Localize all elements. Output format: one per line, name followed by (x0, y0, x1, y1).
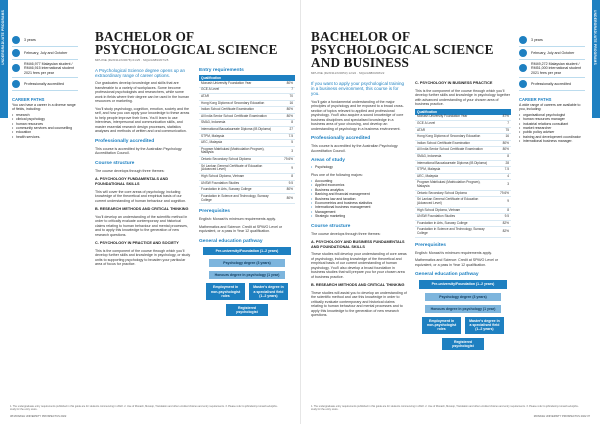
table-row (415, 160, 511, 167)
table-row (199, 157, 295, 164)
theme-heading: C. PSYCHOLOGY IN BUSINESS PRACTICE (415, 81, 493, 85)
table-row (199, 140, 295, 147)
info-fees-text: RM46,977 Malaysian student / RM46,915 international student 2021 fees per year (24, 62, 74, 75)
section-heading: Prerequisites (199, 209, 230, 215)
footnotes: 1. The undergraduate entry requirements published in this guide are for students commencing in 2022. 2. Use of Monash, Mossop, Translation and other enrolled choices and entry requirements. 3. Please refer to jobindustry.monash.edu/jobs-study for the entry score. (10, 404, 278, 411)
score-cell: 7.5 (279, 133, 295, 140)
qualification-cell: SMA3, Indonesia (415, 154, 495, 161)
list-item: • human resources manager (519, 117, 585, 121)
theme-text: These studies will assist you to develop an understanding of the scientific method and use this knowledge in order to critically evaluate contemporary and historical claims relating to human behaviour and mental processes and to apply this knowledge to the generation of new research questions. (311, 290, 407, 318)
list-item: • health services. (12, 135, 78, 139)
info-duration (519, 34, 585, 47)
pathway-step: Pre-university/Foundation (1–2 years) (419, 280, 507, 288)
score-cell: 80% (495, 147, 511, 154)
qualification-cell: Monash University Foundation Year (199, 81, 279, 87)
qualification-cell: Foundation in Science and Technology, Sunway College (415, 227, 495, 237)
score-cell: 80% (279, 187, 295, 194)
side-tab (592, 0, 600, 118)
entry-requirements-table (415, 109, 511, 238)
score-cell: 5 (279, 140, 295, 147)
main-content (95, 30, 295, 316)
score-cell: 8 (279, 174, 295, 181)
page-title: BACHELOR OF PSYCHOLOGICAL SCIENCE AND BUSINESS (311, 29, 494, 70)
list-item: • International business management (311, 205, 407, 209)
table-header: Qualification (199, 75, 279, 81)
info-intake (12, 47, 78, 60)
qualification-cell: Indian School Certificate Examination (199, 107, 279, 114)
info-intake-text: February, July and October (24, 50, 68, 55)
theme-text: This will cover the core areas of psychology, including knowledge of the theoretical and empirical basis of our current understanding of human behaviour and cognition. (95, 189, 187, 203)
areas-list (311, 165, 407, 169)
page-title: BACHELOR OF PSYCHOLOGICAL SCIENCE (95, 29, 278, 57)
list-item: • Strategic marketing (311, 214, 407, 218)
main-content (311, 30, 511, 350)
table-row (199, 120, 295, 127)
body-paragraph: You'll gain a fundamental understanding of the major principles of psychology and be exposed to a broad cross-section of topics relevant to applied and professional psychology. You'll also acquire a sound knowledge of core business disciplines and specialised knowledge in a business area of your choosing, and develop an understanding of psychology in a business environment. (311, 99, 404, 131)
list-item: • Business analytics (311, 188, 407, 192)
list-item: • education (12, 130, 78, 134)
table-row (199, 174, 295, 181)
score-cell: 82% (495, 227, 511, 237)
table-row (199, 113, 295, 120)
pathway-step: Master's degree in a specialised field (1–2 years) (465, 317, 504, 334)
table-row (199, 133, 295, 140)
list-item: • Psychology (311, 165, 407, 169)
text-column (95, 68, 191, 316)
info-accreditation-text: Professionally accredited (24, 81, 64, 86)
table-row (415, 121, 511, 128)
table-row (199, 163, 295, 173)
entry-column (199, 68, 295, 316)
info-fees (519, 60, 585, 78)
qualification-cell: UEC, Malaysia (415, 173, 495, 180)
score-cell: 27 (279, 127, 295, 134)
body-paragraph: Our graduates develop knowledge and skills that are transferable to a variety of workplaces. Some become professional psychologists and researchers, while some work in fields where their degree can be used in the human resources or marketing. (95, 81, 190, 104)
table-row (415, 147, 511, 154)
clock-icon (12, 36, 20, 44)
qualification-cell: Ontario Secondary School Diploma (415, 190, 495, 197)
score-cell: 80% (279, 113, 295, 120)
side-tab-label: UNDERGRADUATE PROGRAMS (593, 10, 597, 65)
list-item: • Banking and financial management (311, 192, 407, 196)
table-row (199, 193, 295, 203)
list-item: • research (12, 113, 78, 117)
pathway-step: Registered psychologist (442, 338, 484, 350)
careers-list (12, 113, 78, 139)
section-heading: Professionally accredited (95, 138, 155, 144)
list-item: • Econometrics and business statistics (311, 201, 407, 205)
qualification-cell: ATAR (199, 94, 279, 101)
table-row (415, 197, 511, 207)
score-cell: 4 (495, 173, 511, 180)
side-tab (0, 0, 8, 118)
qualification-cell: Indian School Certificate Examination (415, 140, 495, 147)
list-item: • clinical psychology (12, 117, 78, 121)
body-paragraph: This course is accredited by the Australian Psychology Accreditation Council. (95, 146, 182, 156)
qualification-cell: UNSW Foundation Studies (415, 214, 495, 221)
section-heading: Prerequisites (415, 242, 446, 248)
footnotes: 1. The undergraduate entry requirements published in this guide are for students commencing in 2022. 2. Use of Monash, Mossop, Translation and other enrolled choices and entry requirements. 3. Please refer to jobindustry.monash.edu/jobs-study for the entry score. (311, 404, 579, 411)
section-heading: Areas of study (311, 158, 345, 164)
qualification-cell: UEC, Malaysia (199, 140, 279, 147)
body-paragraph: You'll study psychology, cognition, emotion, society and the self, and how you can apply your knowledge to these areas to help people improve their lives. You'll learn to use interviews, interpersonal and communication skills, and master essential research design processes, statistics analyses and methods of written and oral communication. (95, 106, 190, 134)
qualification-cell: Ontario Secondary School Diploma (199, 157, 279, 164)
qualification-cell: All India Senior School Certificate Examination (415, 147, 495, 154)
pathway-step: Psychology degree (3 years) (425, 293, 502, 301)
list-item: • organisational psychologist (519, 113, 585, 117)
theme-heading: B. RESEARCH METHODS AND CRITICAL THINKING (311, 283, 405, 288)
info-fees (12, 60, 78, 78)
table-row (415, 180, 511, 190)
score-cell: 8 (495, 207, 511, 214)
prereq-english: English: Monash's minimum requirements apply. (199, 217, 276, 222)
text-column (311, 81, 407, 350)
qualification-cell: STPM, Malaysia (415, 167, 495, 174)
list-item: • public policy adviser (519, 130, 585, 134)
entry-column (415, 81, 511, 350)
score-cell: 16 (279, 100, 295, 107)
table-row (415, 134, 511, 141)
section-heading: General education pathway (199, 238, 263, 244)
score-cell: 8 (495, 154, 511, 161)
score-cell: 9.5 (279, 180, 295, 187)
pathway-step: Master's degree in a specialised field (1–2 years) (249, 283, 288, 300)
list-item: • Accounting (311, 179, 407, 183)
score-cell: 75 (495, 127, 511, 134)
info-intake (519, 47, 585, 60)
score-cell: 80% (279, 193, 295, 203)
score-cell: 80% (279, 81, 295, 87)
qualification-cell: Foundation in Arts, Sunway College (199, 187, 279, 194)
theme-heading: B. RESEARCH METHODS AND CRITICAL THINKING (95, 207, 189, 212)
score-cell: 82% (495, 220, 511, 227)
qualification-cell: GCE A Level (199, 87, 279, 94)
prereq-english: English: Monash's minimum requirements apply. (415, 250, 492, 255)
list-item: • international business manager. (519, 139, 585, 143)
qualification-cell: Hong Kong Diploma of Secondary Education (415, 134, 495, 141)
qualification-cell: Monash University Foundation Year (415, 115, 495, 121)
course-codes: MPU/NE (R2/0311/6/0053) 12/22 · MQA/A8800/08/22 (311, 71, 385, 75)
table-row (199, 87, 295, 94)
theme-heading: C. PSYCHOLOGY IN PRACTICE AND SOCIETY (95, 241, 179, 246)
list-item: • Business law and taxation (311, 197, 407, 201)
qualification-cell: Program Matrikulasi (Matriculation Program), Malaysia (415, 180, 495, 190)
section-heading: Course structure (311, 223, 351, 229)
qualification-cell: UNSW Foundation Studies (199, 180, 279, 187)
score-cell: 9.5 (495, 214, 511, 221)
qualification-cell: All India Senior School Certificate Examination (199, 113, 279, 120)
section-heading: Course structure (95, 160, 135, 166)
list-item: • community services and counselling (12, 126, 78, 130)
info-intake-text: February, July and October (531, 50, 575, 55)
qualification-cell: GCE A Level (415, 121, 495, 128)
score-cell: 3 (279, 146, 295, 156)
qualification-cell: Program Matrikulasi (Matriculation Program), Malaysia (199, 146, 279, 156)
qualification-cell: High School Diploma, Vietnam (415, 207, 495, 214)
careers-title: CAREER PATHS (519, 96, 552, 102)
table-row (415, 127, 511, 134)
info-accreditation-text: Professionally accredited (531, 81, 571, 86)
table-row (415, 227, 511, 237)
score-cell: 79.6% (495, 190, 511, 197)
qualification-cell: SMA3, Indonesia (199, 120, 279, 127)
info-accreditation (519, 78, 585, 91)
pathway-step: Honours degree in psychology (1 year) (425, 305, 502, 313)
qualification-cell: Foundation in Science and Technology, Sunway College (199, 193, 279, 203)
score-cell: 7.5 (495, 167, 511, 174)
careers-intro: You can have a career in a diverse range of fields, including: (12, 102, 76, 112)
dollar-icon (519, 64, 527, 72)
careers-list (519, 113, 585, 144)
table-row (199, 94, 295, 101)
qualification-cell: International Baccalaureate Diploma (IB Diploma) (199, 127, 279, 134)
score-cell: 7 (279, 87, 295, 94)
theme-text: You'll develop an understanding of the scientific method in order to critically evaluate contemporary and historical claims relating to human behaviour and mental processes, and to apply this knowledge to the generation of new research questions. (95, 214, 188, 237)
info-duration-text: 3 years (531, 37, 543, 42)
qualification-cell: Sri Lankan General Certificate of Education (Advanced Level) (415, 197, 495, 207)
careers-title: CAREER PATHS (12, 96, 45, 102)
score-cell: 16 (495, 134, 511, 141)
table-row (199, 146, 295, 156)
qualification-cell: ATAR (415, 127, 495, 134)
course-info-sidebar (519, 34, 585, 144)
table-row (199, 107, 295, 114)
pathway-step: Employment in non-psychologist roles (206, 283, 245, 300)
side-tab-label: UNDERGRADUATE PROGRAMS (1, 10, 5, 65)
info-fees-text: RM49,272 Malaysian student / RM51,000 international student 2021 fees per year (531, 62, 581, 75)
score-cell: 8 (279, 120, 295, 127)
body-paragraph: The course develops through three themes: (95, 168, 165, 173)
pathway-step: Psychology degree (3 years) (209, 259, 286, 267)
theme-text: These studies will develop your understanding of core areas of psychology, including knowledge of the theoretical and empirical basis of our current understanding of human psychology. You'll also develop a broad foundation in business studies that will prepare you for your chosen area of business practice. (311, 252, 407, 279)
score-cell: 28 (495, 160, 511, 167)
score-cell: 9 (495, 197, 511, 207)
majors-list (311, 179, 407, 219)
body-paragraph: This course is accredited by the Australian Psychology Accreditation Council. (311, 144, 398, 153)
qualification-cell: High School Diploma, Vietnam (199, 174, 279, 181)
table-row (199, 127, 295, 134)
qualification-cell: Sri Lankan General Certificate of Education (Advanced Level) (199, 163, 279, 173)
table-row (415, 167, 511, 174)
score-cell: 9 (279, 163, 295, 173)
pathway-step: Honours degree in psychology (1 year) (209, 271, 286, 279)
theme-text: This is the component of the course through which you'll develop further skills and knowledge in psychology together with advanced understanding of your chosen area of business practice. (415, 88, 510, 107)
qualification-cell: Hong Kong Diploma of Secondary Education (199, 100, 279, 107)
careers-intro: A wide range of careers are available to you, including: (519, 102, 581, 112)
lead-paragraph: A Psychological Science degree opens up an extraordinary range of career options. (95, 68, 186, 79)
score-cell: 3 (495, 180, 511, 190)
section-heading: General education pathway (415, 272, 479, 278)
pathway-step: Pre-university/Foundation (1–2 years) (203, 247, 291, 255)
table-header: Qualification (415, 109, 495, 115)
entry-requirements-table (199, 75, 295, 204)
score-cell: 70 (279, 94, 295, 101)
score-cell: 87% (495, 115, 511, 121)
right-page (300, 0, 600, 424)
course-codes: MPU/NE (R2/0311/6/0078) 01/25 · MQA/A6893/07/25 (95, 58, 169, 62)
info-accreditation (12, 78, 78, 91)
list-item: • industrial relations consultant (519, 122, 585, 126)
qualification-cell: Foundation in Arts, Sunway College (415, 220, 495, 227)
page-footer: 38 MONASH UNIVERSITY PROSPECTUS 2022 (10, 415, 67, 418)
list-item: • Management (311, 210, 407, 214)
theme-heading: A. PSYCHOLOGY FUNDAMENTALS AND FOUNDATIONAL SKILLS (95, 177, 169, 186)
page-footer: MONASH UNIVERSITY PROSPECTUS 2022 37 (533, 415, 590, 418)
list-item: • human resources (12, 122, 78, 126)
dollar-icon (12, 64, 20, 72)
table-row (199, 180, 295, 187)
section-heading: Entry requirements (199, 68, 244, 73)
award-icon (519, 80, 527, 88)
clock-icon (519, 36, 527, 44)
section-heading: Professionally accredited (311, 136, 371, 142)
body-paragraph: Plus one of the following majors: (311, 172, 363, 177)
award-icon (12, 80, 20, 88)
list-item: • market researcher (519, 126, 585, 130)
table-row (199, 100, 295, 107)
info-duration (12, 34, 78, 47)
lead-paragraph: If you want to apply your psychological training in a business environment, this course is for you. (311, 81, 405, 97)
table-row (415, 220, 511, 227)
qualification-cell: STPM, Malaysia (199, 133, 279, 140)
info-duration-text: 3 years (24, 37, 36, 42)
table-row (415, 173, 511, 180)
table-row (415, 207, 511, 214)
table-row (415, 214, 511, 221)
table-row (199, 187, 295, 194)
prereq-math: Mathematics and Science: Credit at SPM/O Level or equivalent, or a pass in Year 12 qualification. (199, 224, 283, 234)
course-info-sidebar (12, 34, 78, 139)
pathway-diagram (199, 247, 295, 317)
pathway-step: Employment in non-psychologist roles (422, 317, 461, 334)
qualification-cell: International Baccalaureate Diploma (IB Diploma) (415, 160, 495, 167)
table-row (415, 140, 511, 147)
calendar-icon (519, 49, 527, 57)
score-cell: 80% (279, 107, 295, 114)
score-cell: 79.6% (279, 157, 295, 164)
list-item: • training and development coordinator (519, 135, 585, 139)
table-row (415, 154, 511, 161)
calendar-icon (12, 49, 20, 57)
pathway-diagram (415, 280, 511, 350)
score-cell: 80% (495, 140, 511, 147)
theme-text: This is the component of the course through which you'll develop further skills and knowledge in psychology, or study units to supporting psychology to broaden your particular area of focus for practice. (95, 248, 191, 267)
pathway-step: Registered psychologist (226, 304, 268, 316)
score-cell: 7 (495, 121, 511, 128)
prereq-math: Mathematics and Science: Credit at SPM/O Level or equivalent, or a pass in Year 12 qualification. (415, 258, 499, 267)
theme-heading: A. PSYCHOLOGY AND BUSINESS FUNDAMENTALS AND FOUNDATIONAL SKILLS (311, 240, 405, 249)
table-row (415, 190, 511, 197)
list-item: • Applied economics (311, 183, 407, 187)
body-paragraph: The course develops through three themes: (311, 231, 381, 236)
